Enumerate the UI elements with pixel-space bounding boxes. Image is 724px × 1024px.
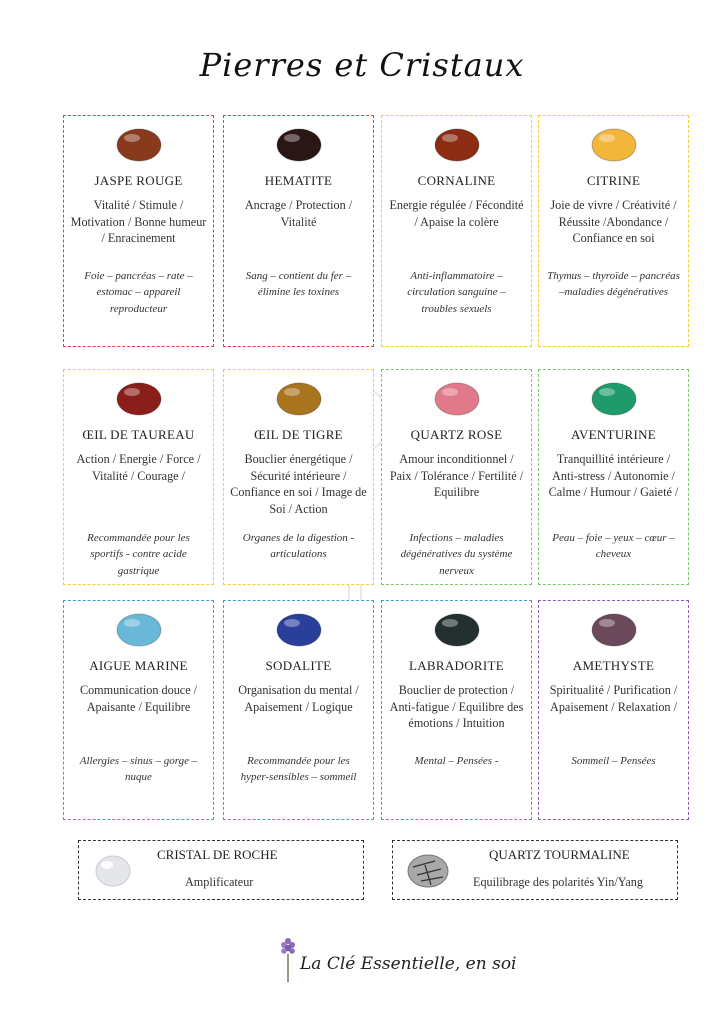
- stone-properties: Communication douce / Apaisante / Equilibre: [79, 683, 198, 714]
- bottom-card-cristal: [78, 840, 364, 900]
- stone-health: Allergies – sinus – gorge – nuque: [79, 755, 198, 784]
- stone-icon: [429, 376, 485, 420]
- stone-health: Foie – pancréas – rate – estomac – appareil reproducteur: [84, 270, 193, 315]
- stone-card: [381, 369, 532, 585]
- footer-brand: La Clé Essentielle, en soi: [300, 954, 517, 974]
- stone-icon: [586, 607, 642, 651]
- crystal-stone-icon: [93, 850, 133, 890]
- page-title: Pierres et Cristaux: [199, 46, 525, 84]
- stone-health: Sang – contient du fer – élimine les toxines: [245, 270, 352, 299]
- stone-name: CITRINE: [586, 173, 641, 188]
- stone-card: [223, 115, 374, 347]
- lavender-flower-icon: [277, 936, 299, 982]
- stone-properties: Organisation du mental / Apaisement / Logique: [238, 683, 359, 714]
- stone-name: QUARTZ ROSE: [410, 427, 503, 442]
- stone-name: HEMATITE: [264, 173, 333, 188]
- stone-properties: Bouclier énergétique / Sécurité intérieure / Confiance en soi / Image de Soi / Action: [230, 452, 367, 516]
- stone-name: JASPE ROUGE: [94, 173, 183, 188]
- stone-properties: Tranquillité intérieure / Anti-stress / Autonomie / Calme / Humour / Gaieté /: [548, 452, 679, 500]
- stone-card: [63, 115, 214, 347]
- stone-icon: [111, 376, 167, 420]
- stone-card: [223, 600, 374, 820]
- stone-name: CORNALINE: [417, 173, 496, 188]
- bottom-card-description: Equilibrage des polarités Yin/Yang: [473, 875, 643, 889]
- stone-health: Anti-inflammatoire – circulation sanguine – troubles sexuels: [407, 270, 506, 315]
- bottom-card-name: CRISTAL DE ROCHE: [157, 847, 278, 862]
- stone-health: Organes de la digestion - articulations: [242, 532, 355, 561]
- stone-card: [381, 600, 532, 820]
- stone-icon: [111, 607, 167, 651]
- stone-card: [63, 369, 214, 585]
- stone-icon: [429, 607, 485, 651]
- stone-properties: Spiritualité / Purification / Apaisement / Relaxation /: [549, 683, 678, 714]
- stone-name: SODALITE: [265, 658, 332, 673]
- stone-properties: Amour inconditionnel / Paix / Tolérance / Fertilité / Equilibre: [389, 452, 524, 500]
- stone-name: ŒIL DE TAUREAU: [82, 427, 195, 442]
- stone-health: Recommandée pour les sportifs - contre acide gastrique: [87, 532, 190, 577]
- stone-card: [538, 600, 689, 820]
- stone-properties: Action / Energie / Force / Vitalité / Courage /: [76, 452, 201, 483]
- stone-health: Infections – maladies dégénératives du système nerveux: [400, 532, 513, 577]
- stone-icon: [586, 122, 642, 166]
- bottom-card-description: Amplificateur: [185, 875, 254, 889]
- stone-name: ŒIL DE TIGRE: [254, 427, 343, 442]
- stone-health: Peau – foie – yeux – cœur – cheveux: [552, 532, 675, 561]
- stone-health: Recommandée pour les hyper-sensibles – sommeil: [240, 755, 357, 784]
- stone-icon: [271, 607, 327, 651]
- stone-properties: Bouclier de protection / Anti-fatigue / Equilibre des émotions / Intuition: [389, 683, 524, 731]
- bottom-card-name: QUARTZ TOURMALINE: [489, 847, 630, 862]
- tourmaline-stone-icon: [405, 849, 451, 891]
- stone-properties: Joie de vivre / Créativité / Réussite /Abondance / Confiance en soi: [550, 198, 677, 246]
- stone-health: Sommeil – Pensées: [571, 755, 656, 767]
- stone-icon: [271, 122, 327, 166]
- stone-properties: Ancrage / Protection / Vitalité: [244, 198, 353, 229]
- stone-card: [538, 115, 689, 347]
- stone-properties: Energie régulée / Fécondité / Apaise la colère: [389, 198, 524, 229]
- bottom-card-quartz-tourmaline: [392, 840, 678, 900]
- stone-icon: [586, 376, 642, 420]
- stone-health: Thymus – thyroïde – pancréas –maladies dégénératives: [547, 270, 680, 299]
- stone-icon: [429, 122, 485, 166]
- stone-properties: Vitalité / Stimule / Motivation / Bonne humeur / Enracinement: [70, 198, 207, 246]
- stone-name: AMETHYSTE: [572, 658, 655, 673]
- stone-card: [63, 600, 214, 820]
- stone-icon: [271, 376, 327, 420]
- stone-name: AVENTURINE: [570, 427, 657, 442]
- stone-name: AIGUE MARINE: [89, 658, 188, 673]
- stone-icon: [111, 122, 167, 166]
- stone-name: LABRADORITE: [408, 658, 505, 673]
- stone-card: [223, 369, 374, 585]
- stone-health: Mental – Pensées -: [414, 755, 499, 767]
- stone-card: [381, 115, 532, 347]
- stone-card: [538, 369, 689, 585]
